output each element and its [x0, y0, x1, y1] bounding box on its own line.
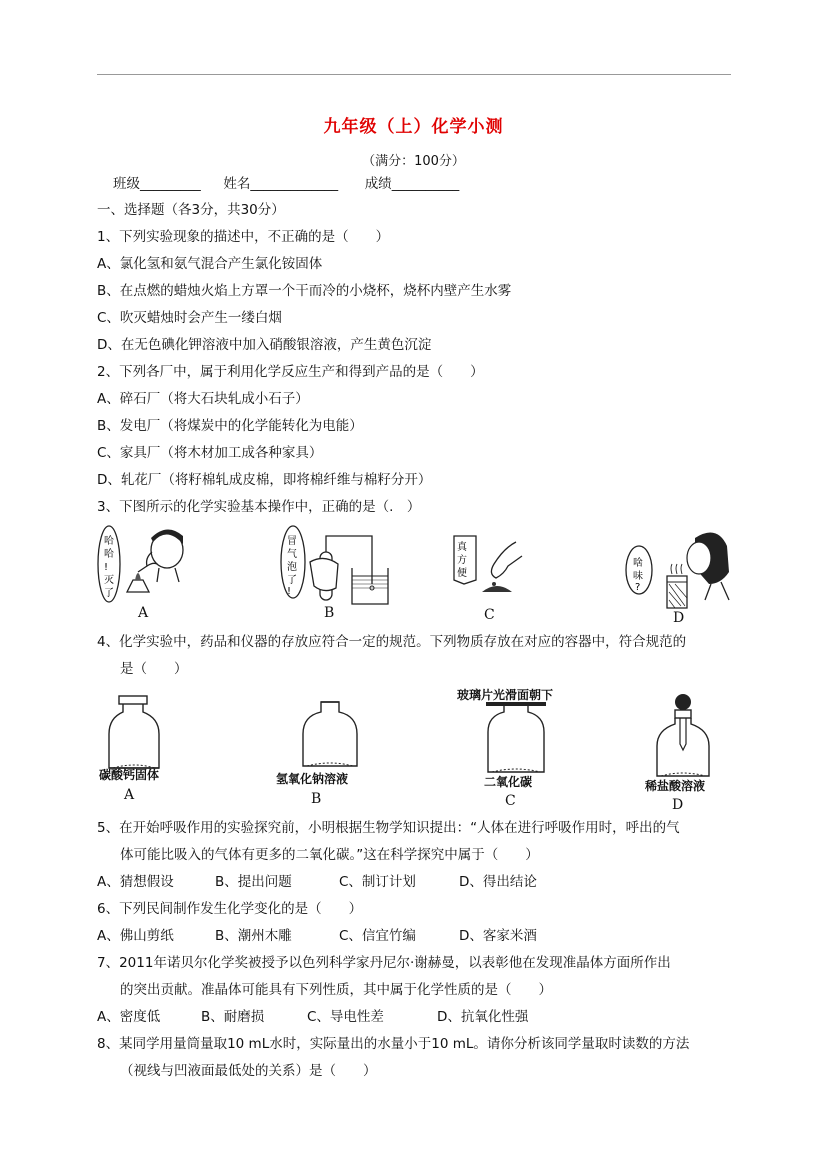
q5-stem-line2: 体可能比吸入的气体有更多的二氧化碳。”这在科学探究中属于（ ） [120, 847, 539, 863]
q4-caption-a: 碳酸钙固体 [99, 768, 160, 782]
gas-tightness-illustration [280, 522, 390, 622]
q2-option-a[interactable]: A、碎石厂（将大石块轧成小石子） [97, 391, 309, 407]
q4-label-d: D [672, 797, 684, 813]
q4-figure-c[interactable] [482, 702, 562, 776]
q5-stem-line1: 5、在开始呼吸作用的实验探究前，小明根据生物学知识提出：“人体在进行呼吸作用时，呼出的气 [97, 820, 680, 836]
q4-figure-a[interactable] [103, 694, 173, 770]
svg-text:真: 真 [457, 542, 467, 553]
q4-label-a: A [124, 787, 135, 803]
q3-figure-c[interactable] [452, 530, 532, 610]
q3-label-b: B [324, 605, 335, 621]
gas-collecting-bottle-icon [482, 702, 562, 776]
svg-text:味: 味 [633, 571, 643, 582]
section-heading: 一、选择题（各3分，共30分） [97, 202, 285, 218]
q1-option-a[interactable]: A、氯化氢和氨气混合产生氯化铵固体 [97, 256, 323, 272]
q2-option-b[interactable]: B、发电厂（将煤炭中的化学能转化为电能） [97, 418, 363, 434]
svg-text:了: 了 [104, 588, 114, 599]
q4-label-c: C [505, 793, 516, 809]
header-rule [97, 74, 731, 75]
q7-option-a[interactable]: A、密度低 [97, 1009, 161, 1025]
q4-figure-b[interactable] [297, 700, 367, 770]
q7-stem-line2: 的突出贡献。准晶体可能具有下列性质，其中属于化学性质的是（ ） [120, 982, 552, 998]
class-blank[interactable]: _________ [140, 176, 201, 192]
score-note: （满分：100分） [362, 154, 465, 169]
svg-text:泡: 泡 [287, 562, 297, 573]
q7-options [97, 1008, 528, 1026]
q3-stem: 3、下图所示的化学实验基本操作中，正确的是（. ） [97, 499, 421, 515]
q5-option-d[interactable]: D、得出结论 [459, 874, 537, 890]
q3-label-c: C [484, 607, 495, 623]
q8-stem-line1: 8、某同学用量筒量取10 mL水时，实际量出的水量小于10 mL。请你分析该同学量取时读数的方法 [97, 1036, 690, 1052]
svg-text:了: 了 [287, 575, 297, 586]
svg-text:灭: 灭 [104, 575, 114, 586]
class-label: 班级 [113, 176, 140, 192]
q2-option-c[interactable]: C、家具厂（将木材加工成各种家具） [97, 445, 323, 461]
q6-option-a[interactable]: A、佛山剪纸 [97, 928, 174, 944]
page-title: 九年级（上）化学小测 [323, 117, 504, 137]
bubble-a-text: 哈 [104, 536, 114, 547]
q5-option-b[interactable]: B、提出问题 [215, 874, 292, 890]
svg-text:?: ? [635, 582, 641, 593]
q3-label-a: A [138, 605, 149, 621]
svg-text:!: ! [287, 586, 292, 597]
q5-option-c[interactable]: C、制订计划 [339, 874, 416, 890]
q6-option-d[interactable]: D、客家米酒 [459, 928, 537, 944]
q1-option-b[interactable]: B、在点燃的蜡烛火焰上方罩一个干而冷的小烧杯，烧杯内壁产生水雾 [97, 283, 512, 299]
q2-stem: 2、下列各厂中，属于利用化学反应生产和得到产品的是（ ） [97, 364, 484, 380]
narrow-mouth-bottle-icon [297, 700, 367, 770]
svg-text:方: 方 [457, 555, 467, 566]
name-label: 姓名 [223, 176, 251, 192]
q1-stem: 1、下列实验现象的描述中，不正确的是（ ） [97, 229, 390, 245]
q6-stem: 6、下列民间制作发生化学变化的是（ ） [97, 901, 363, 917]
q4-caption-d: 稀盐酸溶液 [645, 779, 706, 793]
q4-label-b: B [311, 791, 322, 807]
q7-stem-line1: 7、2011年诺贝尔化学奖被授予以色列科学家丹尼尔·谢赫曼，以表彰他在发现准晶体方面所作出 [97, 955, 671, 971]
q6-options [97, 927, 537, 945]
svg-text:冒: 冒 [287, 536, 297, 547]
q6-option-b[interactable]: B、潮州木雕 [215, 928, 292, 944]
hand-grab-solid-illustration [452, 530, 532, 610]
score-blank[interactable]: __________ [391, 176, 460, 192]
q1-option-c[interactable]: C、吹灭蜡烛时会产生一缕白烟 [97, 310, 282, 326]
q4-stem-line2: 是（ ） [120, 661, 188, 677]
wide-mouth-bottle-icon [103, 694, 173, 770]
svg-text:便: 便 [457, 568, 467, 579]
q8-stem-line2: （视线与凹液面最低处的关系）是（ ） [120, 1063, 377, 1079]
q1-option-d[interactable]: D、在无色碘化钾溶液中加入硝酸银溶液，产生黄色沉淀 [97, 337, 432, 353]
q4-caption-c: 二氧化碳 [484, 775, 533, 789]
q6-option-c[interactable]: C、信宜竹编 [339, 928, 416, 944]
score-label: 成绩 [364, 176, 392, 192]
q5-option-a[interactable]: A、猜想假设 [97, 874, 174, 890]
svg-text:哈: 哈 [104, 549, 114, 560]
q4-stem-line1: 4、化学实验中，药品和仪器的存放应符合一定的规范。下列物质存放在对应的容器中，符合规范的 [97, 634, 687, 650]
name-blank[interactable]: _____________ [250, 176, 339, 192]
svg-text:气: 气 [287, 549, 297, 560]
dropper-bottle-icon [653, 694, 713, 778]
svg-text:!: ! [104, 562, 109, 573]
q3-figure-b[interactable] [280, 522, 390, 622]
svg-text:啥: 啥 [633, 558, 643, 569]
q2-option-d[interactable]: D、轧花厂（将籽棉轧成皮棉，即将棉纤维与棉籽分开） [97, 472, 432, 488]
q4-caption-b: 氢氧化钠溶液 [276, 772, 349, 786]
q5-options [97, 873, 537, 891]
q7-option-d[interactable]: D、抗氧化性强 [437, 1009, 529, 1025]
q4-note-c: 玻璃片光滑面朝下 [457, 688, 554, 702]
q7-option-b[interactable]: B、耐磨损 [201, 1009, 265, 1025]
q7-option-c[interactable]: C、导电性差 [307, 1009, 384, 1025]
student-info-row [113, 175, 459, 193]
q4-figure-d[interactable] [653, 694, 713, 778]
q3-label-d: D [673, 610, 685, 626]
